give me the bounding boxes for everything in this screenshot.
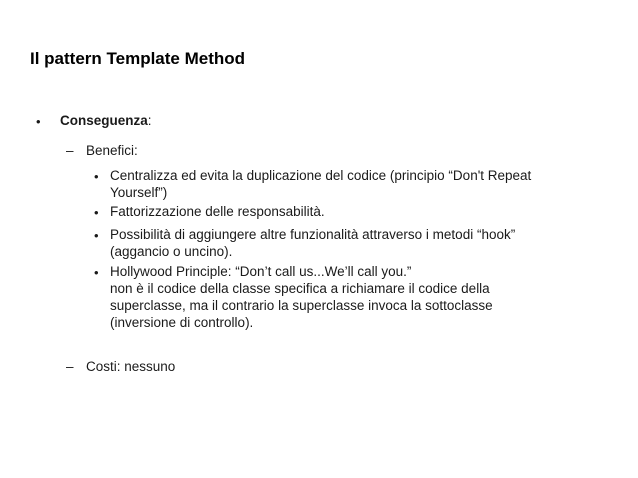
- bullet-icon: •: [94, 265, 99, 280]
- benefit-item-line: non è il codice della classe specifica a richiamare il codice della: [110, 281, 490, 296]
- dash-icon: –: [66, 359, 74, 374]
- dash-icon: –: [66, 143, 74, 158]
- benefit-item-line: Yourself”): [110, 185, 168, 200]
- benefits-label: Benefici:: [86, 143, 138, 158]
- heading-colon: :: [147, 113, 152, 128]
- benefit-item-line: (inversione di controllo).: [110, 315, 254, 330]
- heading-conseguenza: [60, 112, 152, 129]
- benefit-item-line: Centralizza ed evita la duplicazione del codice (principio “Don't Repeat: [110, 168, 532, 183]
- benefit-item-line: Hollywood Principle: “Don’t call us...We’ll call you.”: [110, 264, 412, 279]
- costs-label: Costi: nessuno: [86, 359, 176, 374]
- bullet-icon: •: [94, 228, 99, 243]
- benefit-item-line: superclasse, ma il contrario la superclasse invoca la sottoclasse: [110, 298, 493, 313]
- bullet-icon: •: [94, 205, 99, 220]
- heading-label: Conseguenza: [60, 113, 148, 128]
- benefit-item-line: Fattorizzazione delle responsabilità.: [110, 204, 325, 219]
- slide-title: Il pattern Template Method: [30, 49, 246, 68]
- bullet-icon: •: [36, 114, 41, 129]
- benefit-item-line: Possibilità di aggiungere altre funzionalità attraverso i metodi “hook”: [110, 227, 516, 242]
- bullet-icon: •: [94, 169, 99, 184]
- benefit-item-line: (aggancio o uncino).: [110, 244, 233, 259]
